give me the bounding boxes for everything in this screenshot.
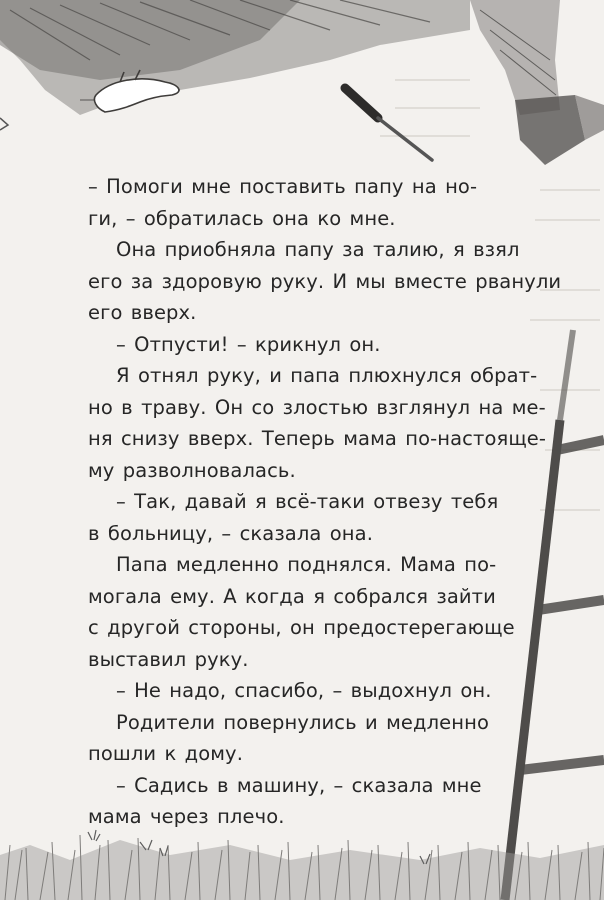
leg-shoe-drawing	[470, 0, 604, 165]
text-line: выставил руку.	[88, 647, 249, 671]
screwdriver-drawing	[345, 88, 432, 160]
text-line: Родители повернулись и медленно	[116, 710, 489, 734]
text-line: в больницу, – сказала она.	[88, 521, 373, 545]
text-line: Она приобняла папу за талию, я взял	[116, 238, 520, 261]
text-line: могала ему. А когда я собрался зайти	[88, 584, 496, 608]
figure-jacket-drawing	[0, 0, 470, 115]
text-line: Папа медленно поднялся. Мама по-	[116, 553, 497, 576]
edge-mark	[0, 118, 8, 130]
text-line: – Помоги мне поставить папу на но-	[88, 175, 478, 198]
text-line: – Отпусти! – крикнул он.	[116, 332, 381, 356]
text-line: Я отнял руку, и папа плюхнулся обрат-	[116, 364, 538, 387]
text-line: но в траву. Он со злостью взглянул на ме-	[88, 395, 546, 419]
text-line: его вверх.	[88, 301, 197, 324]
text-line: пошли к дому.	[88, 742, 243, 765]
text-line: – Не надо, спасибо, – выдохнул он.	[116, 679, 492, 702]
text-line: его за здоровую руку. И мы вместе рванули	[88, 269, 562, 293]
story-text	[88, 171, 562, 833]
text-line: – Так, давай я всё-таки отвезу тебя	[116, 490, 499, 513]
text-line: ги, – обратилась она ко мне.	[88, 206, 396, 230]
text-line: ня снизу вверх. Теперь мама по-настояще-	[88, 427, 547, 450]
text-line: му разволновалась.	[88, 458, 296, 482]
text-line: мама через плечо.	[88, 805, 285, 828]
text-line: с другой стороны, он предостерегающе	[88, 616, 515, 639]
text-line: – Садись в машину, – сказала мне	[116, 773, 482, 797]
